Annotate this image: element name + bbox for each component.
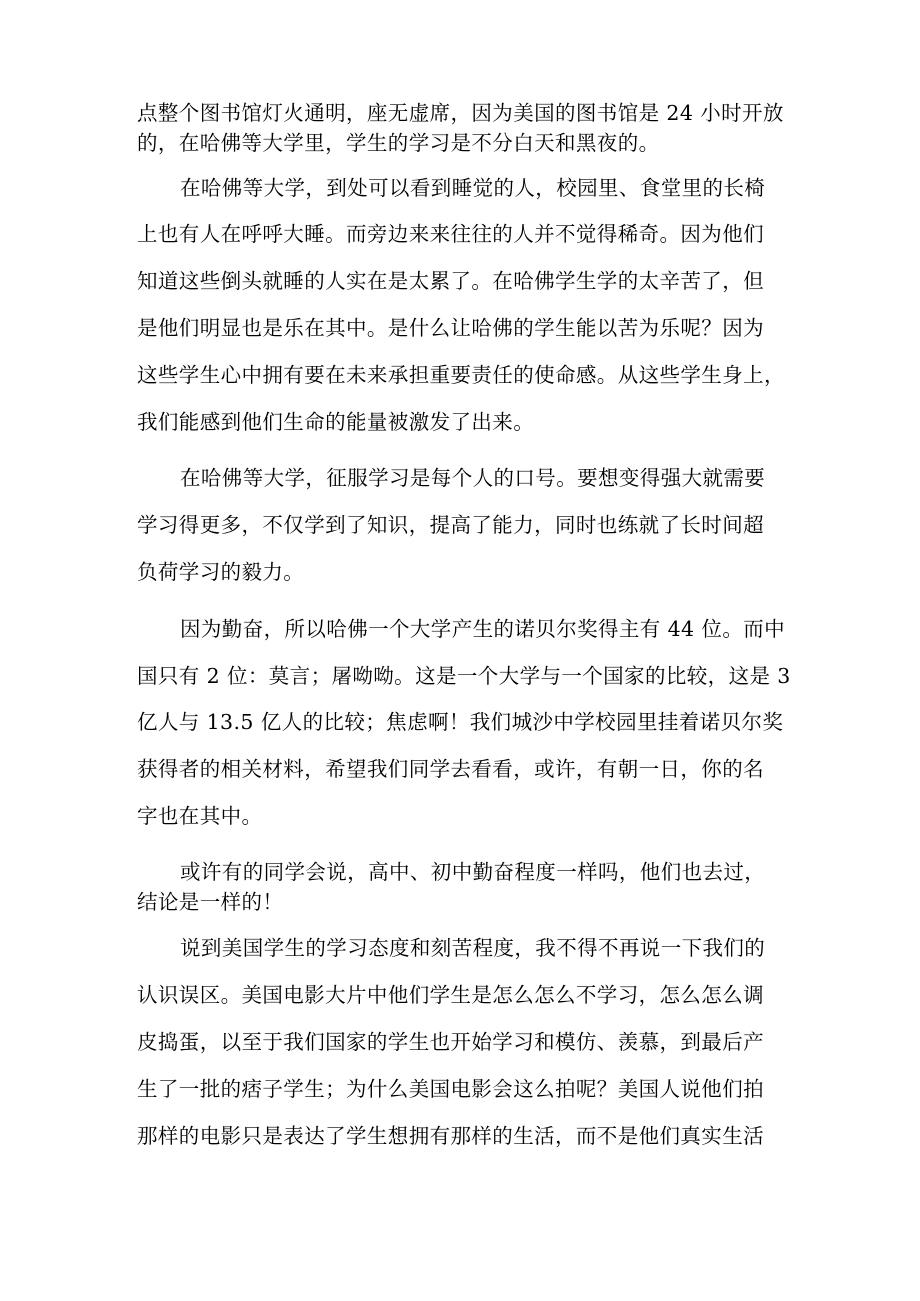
text-line: 在哈佛等大学，征服学习是每个人的口号。要想变得强大就需要 [180,466,766,490]
text-line: 或许有的同学会说，高中、初中勤奋程度一样吗，他们也去过， [180,860,766,884]
text-line: 是他们明显也是乐在其中。是什么让哈佛的学生能以苦为乐呢？因为 [137,316,764,340]
text-line: 认识误区。美国电影大片中他们学生是怎么怎么不学习，怎么怎么调 [137,983,764,1007]
text-line: 负荷学习的毅力。 [137,560,305,584]
text-line: 因为勤奋，所以哈佛一个大学产生的诺贝尔奖得主有 44 位。而中 [180,617,786,641]
text-line: 生了一批的痞子学生；为什么美国电影会这么拍呢？美国人说他们拍 [137,1077,764,1101]
text-line: 在哈佛等大学，到处可以看到睡觉的人，校园里、食堂里的长椅 [180,176,766,200]
text-line: 的，在哈佛等大学里，学生的学习是不分白天和黑夜的。 [137,131,660,155]
text-line: 字也在其中。 [137,804,263,828]
text-line: 获得者的相关材料，希望我们同学去看看，或许，有朝一日，你的名 [137,757,764,781]
text-line: 皮捣蛋，以至于我们国家的学生也开始学习和模仿、羡慕，到最后产 [137,1030,764,1054]
text-line: 结论是一样的！ [137,890,284,914]
text-line: 学习得更多，不仅学到了知识，提高了能力，同时也练就了长时间超 [137,513,764,537]
text-line: 那样的电影只是表达了学生想拥有那样的生活，而不是他们真实生活 [137,1124,764,1148]
text-line: 这些学生心中拥有要在未来承担重要责任的使命感。从这些学生身上， [137,363,785,387]
text-line: 国只有 2 位：莫言；屠呦呦。这是一个大学与一个国家的比较，这是 3 [137,664,791,688]
text-line: 亿人与 13.5 亿人的比较；焦虑啊！我们城沙中学校园里挂着诺贝尔奖 [137,710,784,734]
text-line: 点整个图书馆灯火通明，座无虚席，因为美国的图书馆是 24 小时开放 [137,101,784,125]
text-line: 上也有人在呼呼大睡。而旁边来来往往的人并不觉得稀奇。因为他们 [137,222,764,246]
text-line: 我们能感到他们生命的能量被激发了出来。 [137,410,535,434]
text-line: 知道这些倒头就睡的人实在是太累了。在哈佛学生学的太辛苦了，但 [137,269,764,293]
text-line: 说到美国学生的学习态度和刻苦程度，我不得不再说一下我们的 [180,936,766,960]
